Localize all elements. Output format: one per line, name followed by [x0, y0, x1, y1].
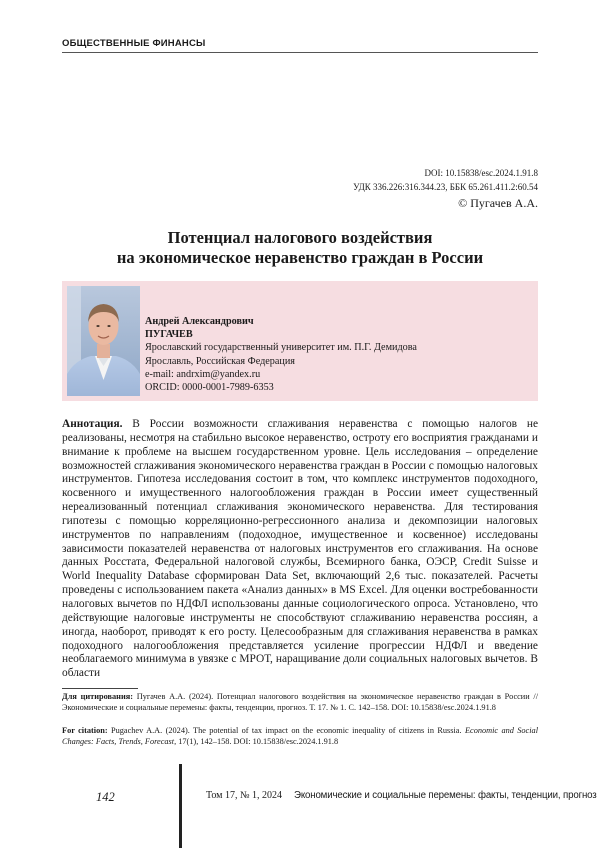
- section-title: ОБЩЕСТВЕННЫЕ ФИНАНСЫ: [62, 38, 206, 49]
- citation-ru-label: Для цитирования:: [62, 692, 133, 701]
- citation-en-label: For citation:: [62, 726, 108, 735]
- author-portrait-image: [67, 286, 140, 396]
- citation-en-journal: Economic and Social Changes: Facts, Trends, Forecast: [62, 726, 539, 746]
- citation-en: [62, 726, 538, 747]
- author-card: [62, 281, 538, 401]
- footnote-divider: [62, 688, 138, 689]
- abstract: [62, 418, 538, 681]
- footer-divider-bar: [179, 764, 182, 848]
- citation-ru: [62, 692, 538, 713]
- author-surname: ПУГАЧЕВ: [145, 329, 193, 341]
- author-email: e-mail: andrxim@yandex.ru: [145, 368, 261, 380]
- author-city: Ярославль, Российская Федерация: [145, 355, 295, 367]
- page-number: 142: [96, 790, 115, 804]
- author-name: Андрей Александрович: [145, 316, 254, 327]
- abstract-text: В России возможности сглаживания неравенства с помощью налогов не реализованы, несмотря на стабильно высокое неравенство, остроту его восприятия гражданами и внимание к проблеме на высшем государственном уровне. Цель исследования – определение возможностей сглаживания экономического неравенства граждан в России с помощью налоговых инструментов. Гипотеза исследования состоит в том, что комплекс инструментов подоходного, косвенного и имущественного налогообложения граждан в России имеет существенный нереализованный потенциал сглаживания экономического неравенства. Для тестирования гипотезы с помощью корреляционно-регрессионного анализа и декомпозиции налоговых инструментов по направлениям (подоходное, имущественное и косвенное) исследованы зависимости показателей неравенства от налоговых инструментов его сглаживания. На основе данных Росстата, Федеральной налоговой службы, Всемирного банка, ОЭСР, Credit Suisse и World Inequality Database сформирован Data Set, включающий 2,6 тыс. показателей. Расчеты проведены с использованием пакета «Анализ данных» в MS Excel. Для оценки востребованности налоговых вычетов по НДФЛ использованы данные социологического опроса. Установлено, что действующие налоговые инструменты не способствуют сглаживанию неравенства россиян, а иногда, наоборот, приводят к его росту. Целесообразным для сглаживания неравенства в рамках подоходного налогообложения представляется усиление прогрессии НДФЛ и введение необлагаемого минимума в увязке с МРОТ, наращивание доли социальных налоговых вычетов. В области: [62, 418, 538, 680]
- abstract-label: Аннотация.: [62, 418, 123, 430]
- author-affiliation: Ярославский государственный университет им. П.Г. Демидова: [145, 342, 417, 354]
- citation-ru-text: Пугачев А.А. (2024). Потенциал налогового воздействия на экономическое неравенство граждан в России // Экономические и социальные перемены: факты, тенденции, прогноз. Т. 17. № 1. С. 142–158. DOI: 10.15838/esc.2024.1.91.8: [62, 692, 539, 712]
- citation-en-post: , 17(1), 142–158. DOI: 10.15838/esc.2024.1.91.8: [174, 736, 339, 746]
- author-photo: [67, 286, 140, 396]
- doi: DOI: 10.15838/esc.2024.1.91.8: [424, 168, 538, 178]
- udk-bbk: УДК 336.226:316.344.23, ББК 65.261.411.2:60.54: [353, 182, 538, 192]
- article-title: [62, 228, 538, 268]
- volume-info: Том 17, № 1, 2024: [206, 790, 283, 801]
- header-divider: [62, 52, 538, 53]
- title-line-2: на экономическое неравенство граждан в России: [116, 248, 484, 267]
- author-info: [145, 315, 417, 394]
- copyright: © Пугачев А.А.: [458, 196, 538, 210]
- citation-en-pre: Pugachev A.A. (2024). The potential of tax impact on the economic inequality of citizens in Russia.: [110, 726, 462, 735]
- title-line-1: Потенциал налогового воздействия: [167, 228, 433, 247]
- author-orcid: ORCID: 0000-0001-7989-6353: [145, 382, 274, 394]
- journal-name: Экономические и социальные перемены: факты, тенденции, прогноз: [294, 790, 597, 801]
